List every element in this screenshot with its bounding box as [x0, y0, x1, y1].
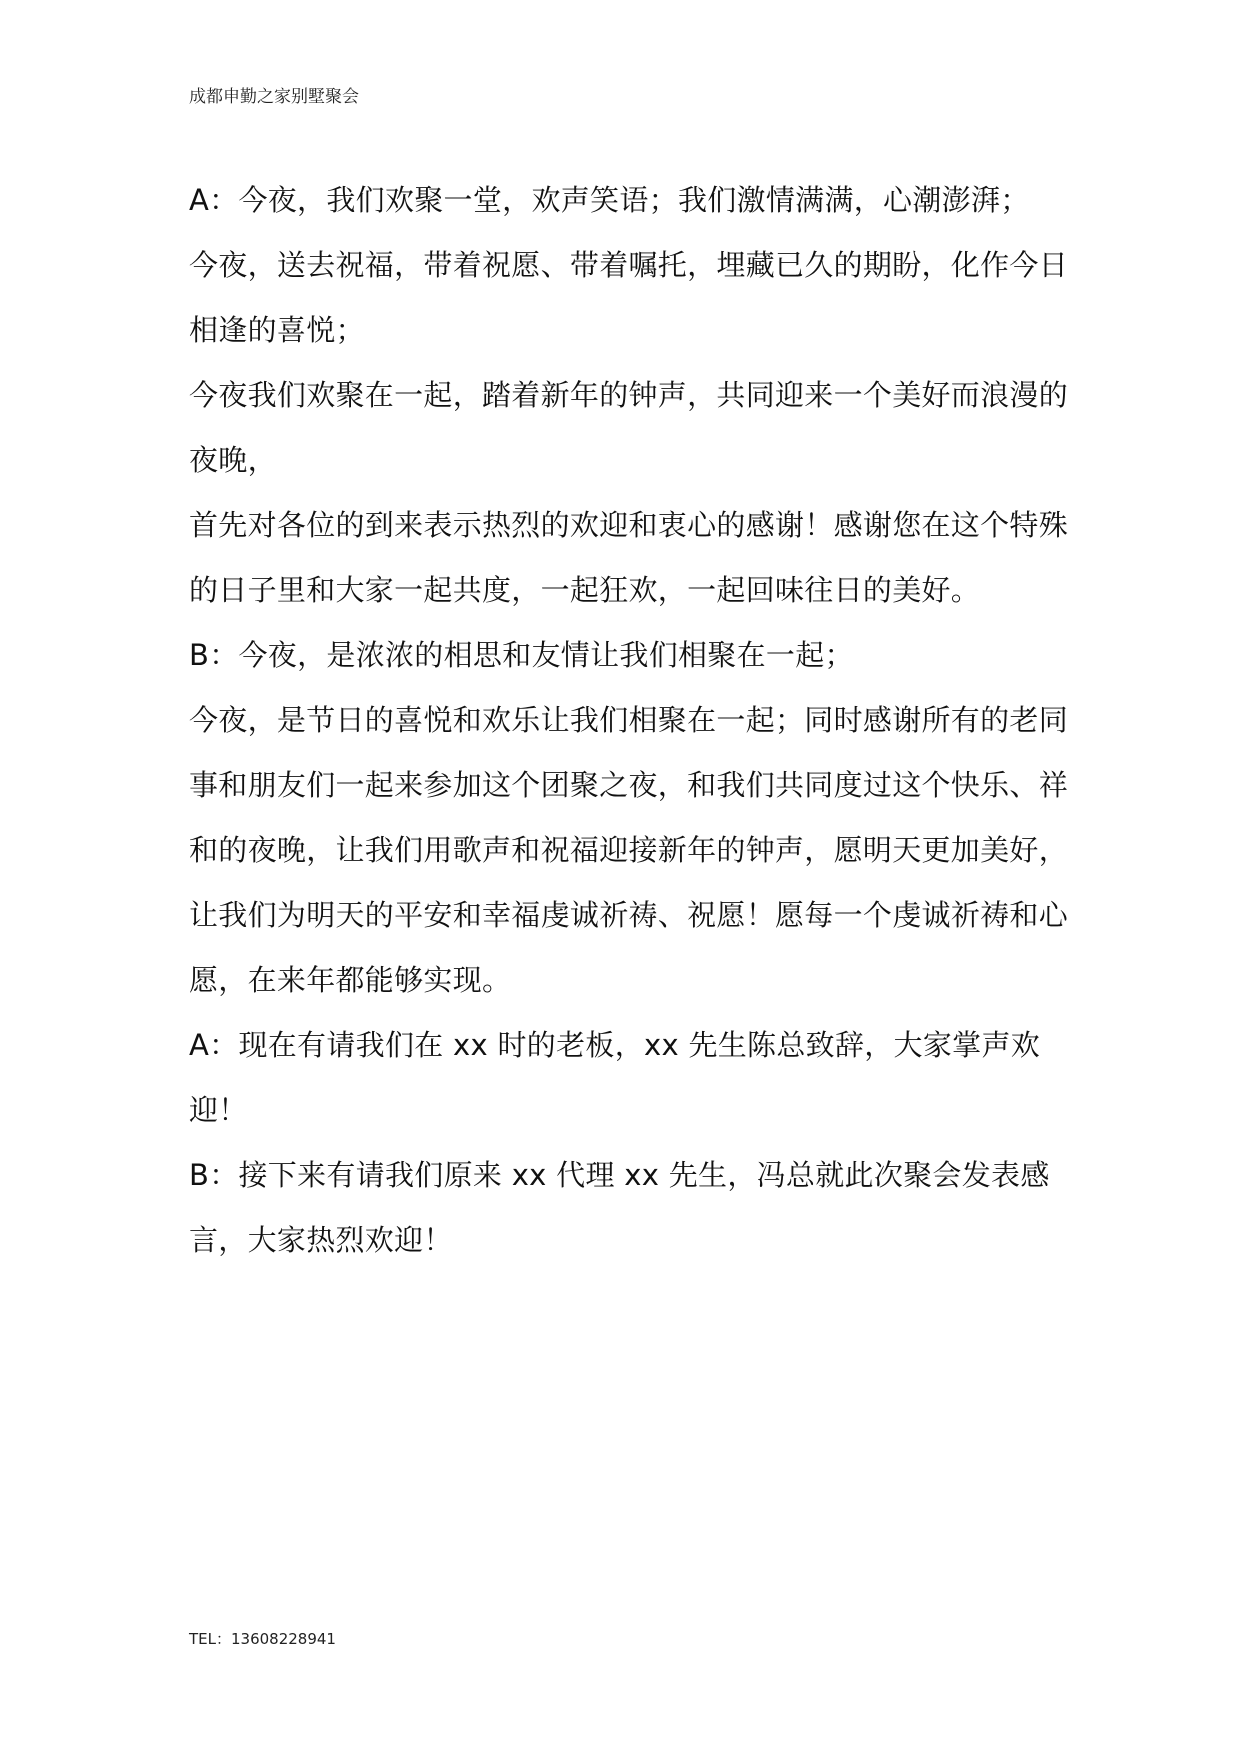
paragraph-8: B：接下来有请我们原来 xx 代理 xx 先生，冯总就此次聚会发表感言，大家热烈欢迎！ — [189, 1158, 1050, 1257]
paragraph-7: A：现在有请我们在 xx 时的老板，xx 先生陈总致辞，大家掌声欢迎！ — [189, 1028, 1041, 1127]
paragraph-6: 今夜，是节日的喜悦和欢乐让我们相聚在一起；同时感谢所有的老同事和朋友们一起来参加这个团聚之夜，和我们共同度过这个快乐、祥和的夜晚，让我们用歌声和祝福迎接新年的钟声，愿明天更加美好，让我们为明天的平安和幸福虔诚祈祷、祝愿！愿每一个虔诚祈祷和心愿，在来年都能够实现。 — [189, 703, 1069, 997]
document-body — [189, 168, 1069, 1273]
paragraph-3: 今夜我们欢聚在一起，踏着新年的钟声，共同迎来一个美好而浪漫的夜晚， — [189, 378, 1069, 477]
paragraph-2: 今夜，送去祝福，带着祝愿、带着嘱托，埋藏已久的期盼，化作今日相逢的喜悦； — [189, 248, 1069, 347]
paragraph-4: 首先对各位的到来表示热烈的欢迎和衷心的感谢！感谢您在这个特殊的日子里和大家一起共度，一起狂欢，一起回味往日的美好。 — [189, 508, 1069, 607]
paragraph-1: A：今夜，我们欢聚一堂，欢声笑语；我们激情满满，心潮澎湃； — [189, 183, 1030, 217]
page-footer-tel: TEL：13608228941 — [189, 1630, 336, 1648]
page-header: 成都申勤之家别墅聚会 — [189, 87, 359, 107]
paragraph-5: B：今夜，是浓浓的相思和友情让我们相聚在一起； — [189, 638, 854, 672]
